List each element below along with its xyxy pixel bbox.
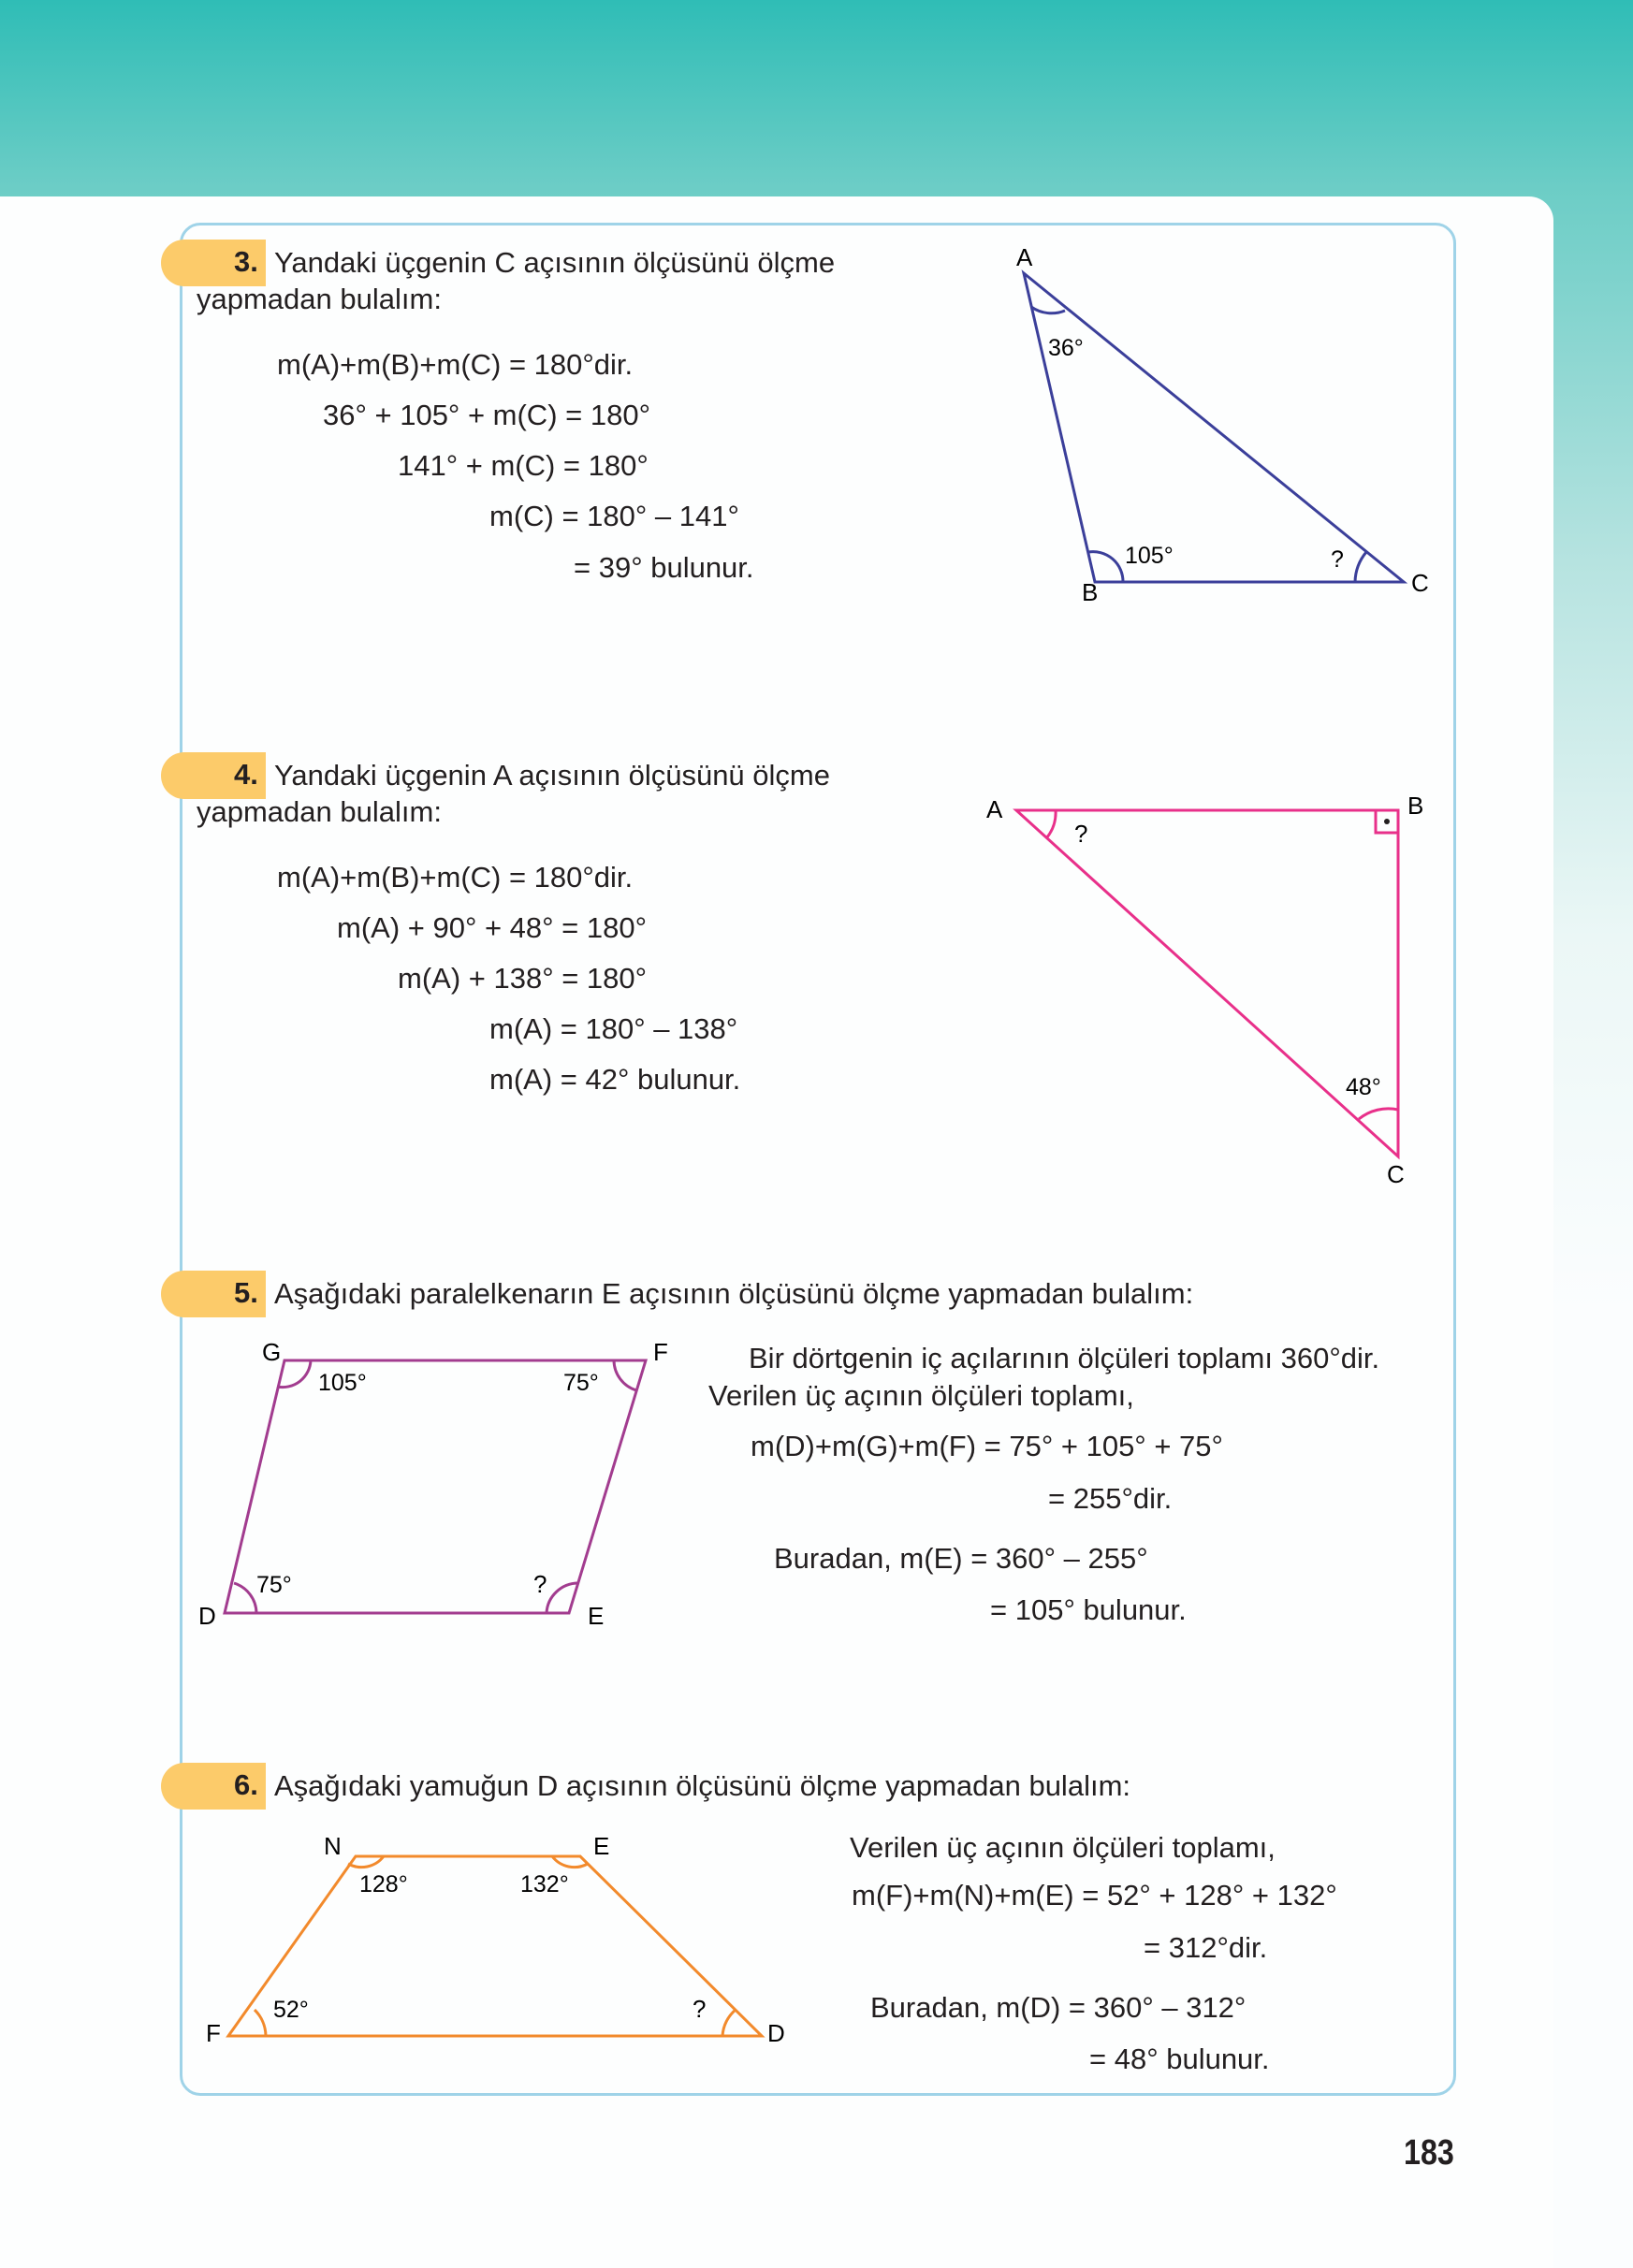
vertex-label: F (653, 1338, 668, 1366)
explanation-text: Bir dörtgenin iç açılarının ölçüleri toplamı 360°dir. (749, 1342, 1380, 1374)
angle-arc (255, 2010, 266, 2036)
equation-line: = 255°dir. (1048, 1482, 1173, 1515)
problem-text: Aşağıdaki yamuğun D açısının ölçüsünü ölçme yapmadan bulalım: (274, 1769, 1130, 1802)
vertex-label: A (1016, 243, 1033, 271)
angle-label: ? (1074, 820, 1088, 848)
equation-line: m(D)+m(G)+m(F) = 75° + 105° + 75° (751, 1430, 1223, 1462)
problem-number: 6. (234, 1768, 258, 1801)
trapezoid-figure (197, 1834, 805, 2049)
vertex-label: N (324, 1834, 342, 1860)
angle-arc (614, 1360, 636, 1390)
angle-label: 132° (520, 1871, 569, 1897)
equation-line: m(F)+m(N)+m(E) = 52° + 128° + 132° (852, 1879, 1337, 1912)
equation-line: m(A) + 138° = 180° (398, 962, 648, 995)
angle-label: ? (693, 1995, 707, 2023)
vertex-label: A (986, 795, 1003, 823)
vertex-label: D (198, 1602, 216, 1630)
problem-number: 4. (234, 758, 258, 791)
angle-label: ? (1331, 546, 1344, 573)
problem-text: Yandaki üçgenin C açısının ölçüsünü ölçme (274, 246, 836, 279)
angle-label: 105° (318, 1370, 367, 1396)
vertex-label: C (1387, 1160, 1405, 1188)
problem-text: Aşağıdaki paralelkenarın E açısının ölçüsünü ölçme yapmadan bulalım: (274, 1277, 1194, 1310)
equation-line: = 105° bulunur. (990, 1593, 1187, 1626)
explanation-text: Verilen üç açının ölçüleri toplamı, (708, 1379, 1134, 1412)
equation-line: = 312°dir. (1144, 1931, 1268, 1964)
equation-line: m(A)+m(B)+m(C) = 180°dir. (277, 861, 634, 894)
triangle-abc-figure (983, 234, 1469, 608)
problem-text: Yandaki üçgenin A açısının ölçüsünü ölçme (274, 759, 830, 792)
vertex-label: E (593, 1834, 610, 1860)
equation-line: = 48° bulunur. (1089, 2043, 1270, 2075)
vertex-label: G (262, 1338, 282, 1366)
triangle-shape (1016, 810, 1398, 1156)
problem-text: yapmadan bulalım: (197, 795, 442, 828)
equation-line: m(A) = 42° bulunur. (489, 1063, 741, 1096)
explanation-text: Verilen üç açının ölçüleri toplamı, (850, 1831, 1276, 1864)
angle-arc (1046, 810, 1056, 838)
equation-line: 141° + m(C) = 180° (398, 449, 649, 482)
vertex-label: B (1082, 578, 1099, 606)
equation-line: = 39° bulunur. (574, 551, 754, 584)
equation-line: 36° + 105° + m(C) = 180° (323, 399, 650, 431)
equation-line: Buradan, m(E) = 360° – 255° (774, 1542, 1148, 1575)
angle-label: 105° (1125, 543, 1174, 569)
right-triangle-figure (973, 786, 1460, 1198)
vertex-label: F (206, 2019, 221, 2047)
angle-arc (722, 2010, 736, 2036)
vertex-label: C (1411, 569, 1429, 597)
equation-line: Buradan, m(D) = 360° – 312° (870, 1991, 1247, 2024)
right-angle-dot (1384, 819, 1390, 824)
angle-label: 36° (1048, 335, 1084, 361)
angle-label: 128° (359, 1871, 408, 1897)
angle-label: 75° (256, 1572, 292, 1598)
angle-arc (1031, 307, 1065, 313)
page-number: 183 (1404, 2133, 1454, 2173)
angle-arc (1355, 552, 1366, 582)
vertex-label: B (1407, 792, 1424, 820)
vertex-label: E (588, 1602, 605, 1630)
equation-line: m(A)+m(B)+m(C) = 180°dir. (277, 348, 634, 381)
problem-text: yapmadan bulalım: (197, 283, 442, 315)
equation-line: m(A) = 180° – 138° (489, 1012, 738, 1045)
parallelogram-figure (187, 1338, 693, 1637)
angle-arc (234, 1583, 256, 1613)
problem-number: 5. (234, 1276, 258, 1309)
angle-arc (1359, 1109, 1398, 1119)
angle-label: 75° (563, 1370, 599, 1396)
equation-line: m(C) = 180° – 141° (489, 500, 739, 532)
vertex-label: D (767, 2019, 785, 2047)
angle-label: 52° (273, 1997, 309, 2023)
problem-number: 3. (234, 245, 258, 278)
triangle-shape (1024, 273, 1404, 582)
angle-label: 48° (1346, 1074, 1381, 1100)
equation-line: m(A) + 90° + 48° = 180° (337, 911, 648, 944)
angle-label: ? (533, 1570, 547, 1598)
